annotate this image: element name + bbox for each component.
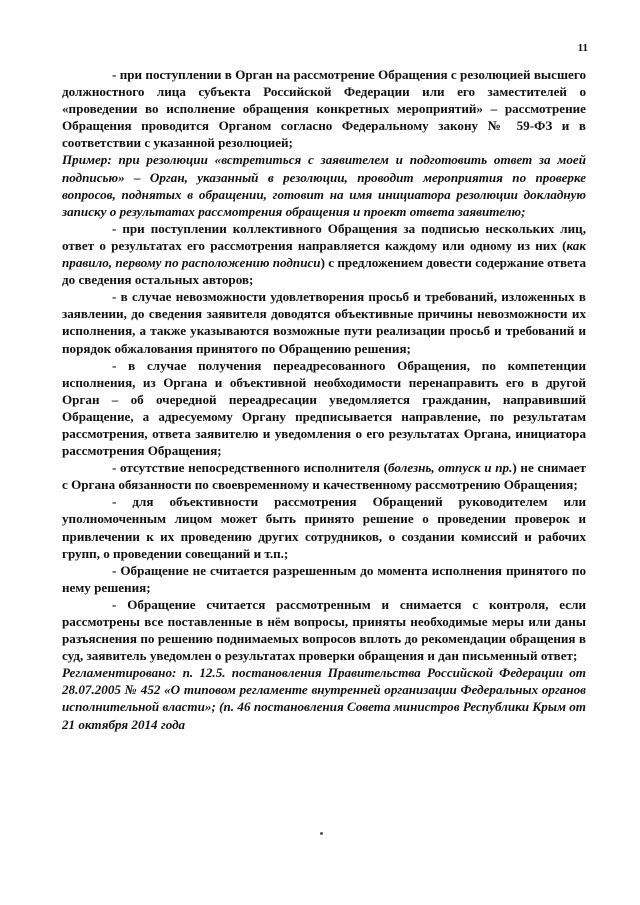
page-number: 11 xyxy=(577,42,588,54)
paragraph-text: ) не снимает с Органа обязанности по своевременному и качественному рассмотрению Обращения; xyxy=(62,460,586,493)
paragraph-readdressed: - в случае получения переадресованного Обращения, по компетенции исполнения, из Органа и объективной необходимости перенаправить его в другой Орган – об очередной переадресации уведомляется гражданин, направивший Обращение, а адресуемому Органу предписывается направление, по результатам рассмотрения, ответа заявителю и уведомления о его результатах Органа, инициатора рассмотрения Обращения; xyxy=(62,357,586,459)
paragraph-objectivity: - для объективности рассмотрения Обращений руководителем или уполномоченным лицом может быть принято решение о проведении проверок и привлечении к их проведению других сотрудников, о создании комиссий и рабочих групп, о проведении совещаний и т.п.; xyxy=(62,494,586,561)
italic-note: как правило, первому по расположению подписи xyxy=(62,237,586,271)
paragraph-impossibility: - в случае невозможности удовлетворения просьб и требований, изложенных в заявлении, до сведения заявителя доводятся объективные причины невозможности их исполнения, а также указываются возможные пути реализации просьб и требований и порядок обжалования принятого по Обращению решения; xyxy=(62,289,586,356)
paragraph-text: - при поступлении коллективного Обращения за подписью нескольких лиц, ответ о результатах его рассмотрения направляется каждому или одному из них ( xyxy=(62,220,586,253)
document-body xyxy=(62,66,586,733)
paragraph-text: - отсутствие непосредственного исполнителя ( xyxy=(112,460,389,476)
paragraph-resolution: - при поступлении в Орган на рассмотрение Обращения с резолюцией высшего должностного лица субъекта Российской Федерации или его заместителей о «проведении во исполнение обращения конкретных мероприятий» – рассмотрение Обращения проводится Органом согласно Федеральному закону № 59-ФЗ и в соответствии с указанной резолюцией; xyxy=(62,67,586,151)
italic-note: болезнь, отпуск и пр. xyxy=(388,460,513,476)
example-paragraph: Пример: при резолюции «встретиться с заявителем и подготовить ответ за моей подписью» – Орган, указанный в резолюции, проводит мероприятия по проверке вопросов, поднятых в обращении, готовит на имя инициатора резолюции докладную записку о результатах рассмотрения обращения и проект ответа заявителю; xyxy=(62,152,586,219)
paragraph-not-resolved: - Обращение не считается разрешенным до момента исполнения принятого по нему решения; xyxy=(62,562,586,595)
regulation-reference: Регламентировано: п. 12.5. постановления Правительства Российской Федерации от 28.07.2005 № 452 «О типовом регламенте внутренней организации Федеральных органов исполнительной власти»; (п. 46 постановления Совета министров Республики Крым от 21 октября 2014 года xyxy=(62,665,586,732)
paragraph-considered: - Обращение считается рассмотренным и снимается с контроля, если рассмотрены все поставленные в нём вопросы, приняты необходимые меры или даны разъяснения по решению поднимаемых вопросов вплоть до рекомендации обращения в суд, заявитель уведомлен о результатах проверки обращения и дан письменный ответ; xyxy=(62,596,586,664)
paragraph-text: ) с предложением довести содержание ответа до сведения остальных авторов; xyxy=(62,255,586,288)
scan-artifact xyxy=(320,832,323,835)
paragraph-absence xyxy=(62,459,586,493)
paragraph-collective-appeal xyxy=(62,220,586,288)
